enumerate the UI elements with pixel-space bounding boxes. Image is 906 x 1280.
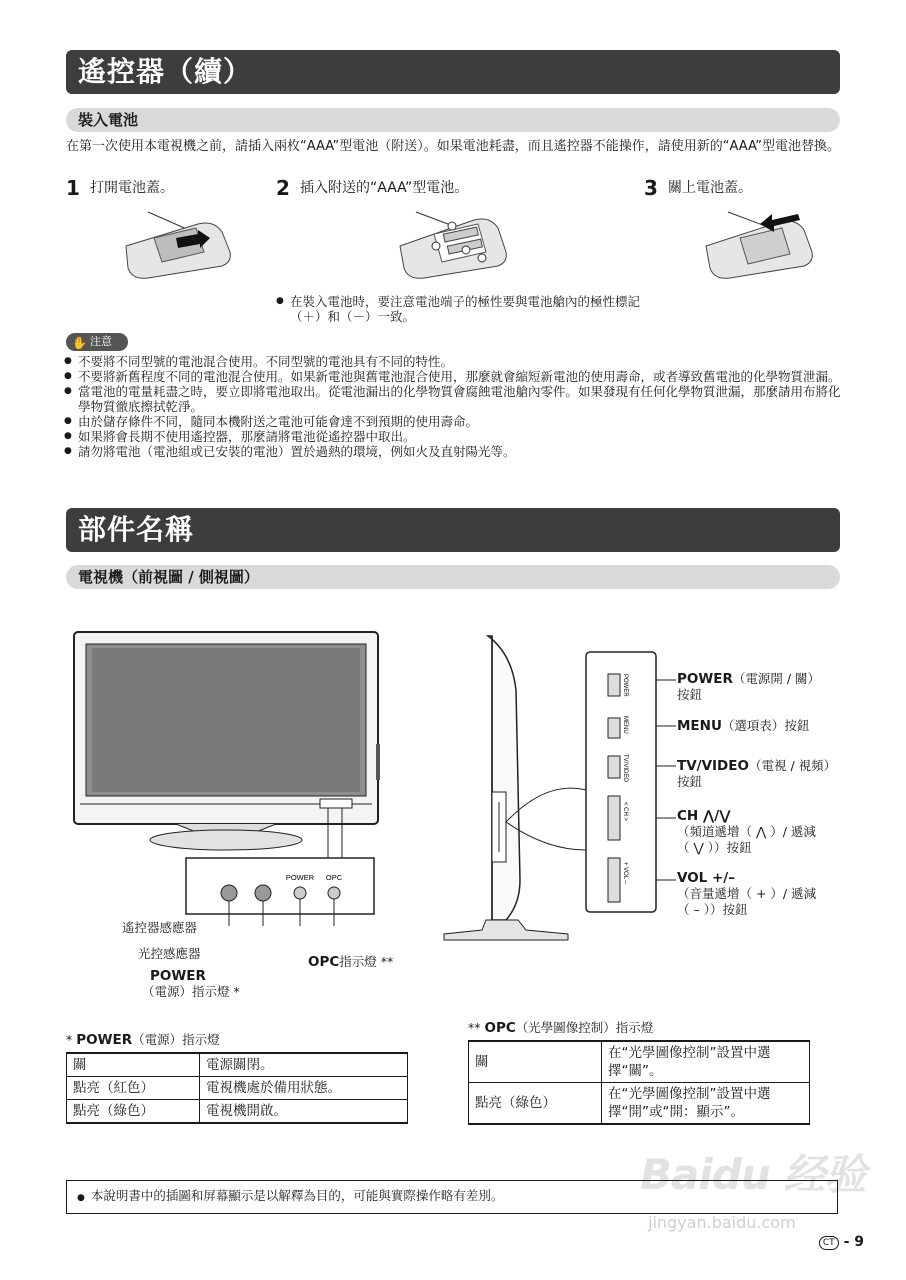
watermark-logo: Baidu 经验: [640, 1150, 866, 1199]
table-cell: 電視機開啟。: [200, 1100, 408, 1124]
subsection-tv-views: 電視機（前視圖 / 側視圖）: [66, 565, 840, 589]
power-indicator-desc: （電源）指示燈 *: [142, 984, 240, 999]
caution-item: ● 如果將會長期不使用遙控器，那麼請將電池從遙控器中取出。: [62, 429, 842, 444]
side-vol-tiny: + VOL –: [622, 862, 628, 884]
menu-button-label: MENU: [677, 718, 722, 734]
step-note-list: [274, 294, 654, 324]
caution-label: 注意: [90, 335, 112, 348]
power-button-desc2: 按鈕: [677, 687, 703, 702]
tv-video-button-label: TV/VIDEO: [677, 758, 749, 774]
step-3-text: 關上電池蓋。: [668, 180, 752, 196]
page-number-text: - 9: [843, 1234, 864, 1250]
table-row: [469, 1083, 810, 1125]
disclaimer-box: [66, 1180, 838, 1214]
bullet-icon: ●: [77, 1193, 85, 1203]
table-cell: 點亮（綠色）: [67, 1100, 200, 1124]
language-badge: CT: [819, 1236, 839, 1250]
menu-button-desc: （選項表）按鈕: [721, 718, 810, 733]
remote-close-cover-illustration: [700, 208, 820, 280]
table-cell: 關: [469, 1041, 602, 1083]
intro-text: 在第一次使用本電視機之前，請插入兩枚“AAA”型電池（附送）。如果電池耗盡，而且遙控器不能操作，請使用新的“AAA”型電池替換。: [66, 139, 841, 154]
hand-icon: ✋: [72, 336, 87, 350]
caution-item: ● 請勿將電池（電池組或已安裝的電池）置於過熱的環境，例如火及直射陽光等。: [62, 444, 842, 459]
table-cell: 在“光學圖像控制”設置中選擇“關”。: [602, 1041, 810, 1083]
table-cell: 關: [67, 1053, 200, 1077]
table-cell: 點亮（紅色）: [67, 1077, 200, 1100]
ch-button-label: CH ⋀/⋁: [677, 808, 731, 824]
side-power-tiny: POWER: [622, 674, 628, 697]
ch-button-desc2: （ ⋁ ））按鈕: [677, 840, 752, 855]
vol-button-desc2: （ – ））按鈕: [677, 902, 748, 917]
tv-video-button-desc2: 按鈕: [677, 774, 703, 789]
power-table-title: * POWER（電源）指示燈: [66, 1032, 220, 1048]
table-row: [67, 1053, 408, 1077]
tv-front-view-illustration: [66, 626, 396, 926]
remote-sensor-label: 遙控器感應器: [122, 920, 198, 935]
power-button-label: POWER: [677, 671, 733, 687]
caution-item: ● 由於儲存條件不同，隨同本機附送之電池可能會達不到預期的使用壽命。: [62, 414, 842, 429]
side-ch-tiny: < CH >: [622, 802, 628, 822]
caution-badge: [66, 333, 128, 351]
section-title-parts: 部件名稱: [66, 508, 840, 552]
panel-opc-label: OPC: [325, 873, 343, 882]
step-note-item: ● 在裝入電池時，要注意電池端子的極性要與電池艙內的極性標記（＋）和（－）一致。: [274, 294, 654, 324]
watermark-url: jingyan.baidu.com: [648, 1213, 796, 1232]
opc-indicator-table: [468, 1040, 810, 1125]
caution-item: ● 不要將新舊程度不同的電池混合使用。如果新電池與舊電池混合使用，那麼就會縮短新電池的使用壽命，或者導致舊電池的化學物質泄漏。: [62, 369, 842, 384]
power-indicator-table: [66, 1052, 408, 1124]
section-title-remote: 遙控器（續）: [66, 50, 840, 94]
caution-item: ● 不要將不同型號的電池混合使用。不同型號的電池具有不同的特性。: [62, 354, 842, 369]
step-3-number: 3: [644, 176, 658, 200]
table-row: [67, 1077, 408, 1100]
subsection-insert-batteries: 裝入電池: [66, 108, 840, 132]
remote-insert-batteries-illustration: [394, 208, 514, 280]
light-sensor-label: 光控感應器: [138, 946, 201, 961]
side-tv-tiny: TV/VIDEO: [622, 754, 628, 783]
opc-indicator-desc: 指示燈 **: [339, 954, 394, 969]
vol-button-desc: （音量遞增（ + ）/ 遞減: [677, 886, 817, 901]
tv-side-view-illustration: [436, 630, 676, 946]
page-number: [819, 1234, 864, 1250]
caution-item: ● 當電池的電量耗盡之時，要立即將電池取出。從電池漏出的化學物質會腐蝕電池艙內零件。如果發現有任何化學物質泄漏，那麼請用布將化學物質徹底擦拭乾淨。: [62, 384, 842, 414]
remote-open-cover-illustration: [118, 208, 238, 280]
step-1-text: 打開電池蓋。: [90, 180, 174, 196]
table-cell: 在“光學圖像控制”設置中選擇“開”或“開：顯示”。: [602, 1083, 810, 1125]
vol-button-label: VOL +/–: [677, 870, 735, 886]
step-2-number: 2: [276, 176, 290, 200]
table-cell: 電源關閉。: [200, 1053, 408, 1077]
ch-button-desc: （頻道遞增（ ⋀ ）/ 遞減: [677, 824, 816, 839]
caution-list: [62, 354, 842, 459]
opc-table-title: ** OPC（光學圖像控制）指示燈: [468, 1020, 654, 1036]
power-button-desc: （電源開 / 關）: [732, 671, 821, 686]
step-1-number: 1: [66, 176, 80, 200]
table-row: [469, 1041, 810, 1083]
tv-video-button-desc: （電視 / 視頻）: [748, 758, 837, 773]
power-indicator-label: POWER: [150, 968, 206, 984]
table-row: [67, 1100, 408, 1124]
table-cell: 點亮（綠色）: [469, 1083, 602, 1125]
table-cell: 電視機處於備用狀態。: [200, 1077, 408, 1100]
step-2-text: 插入附送的“AAA”型電池。: [300, 180, 469, 196]
side-menu-tiny: MENU: [622, 716, 628, 734]
opc-indicator-label: OPC: [308, 954, 340, 970]
disclaimer-text: 本說明書中的插圖和屏幕顯示是以解釋為目的，可能與實際操作略有差別。: [90, 1188, 504, 1203]
panel-power-label: POWER: [285, 873, 315, 882]
